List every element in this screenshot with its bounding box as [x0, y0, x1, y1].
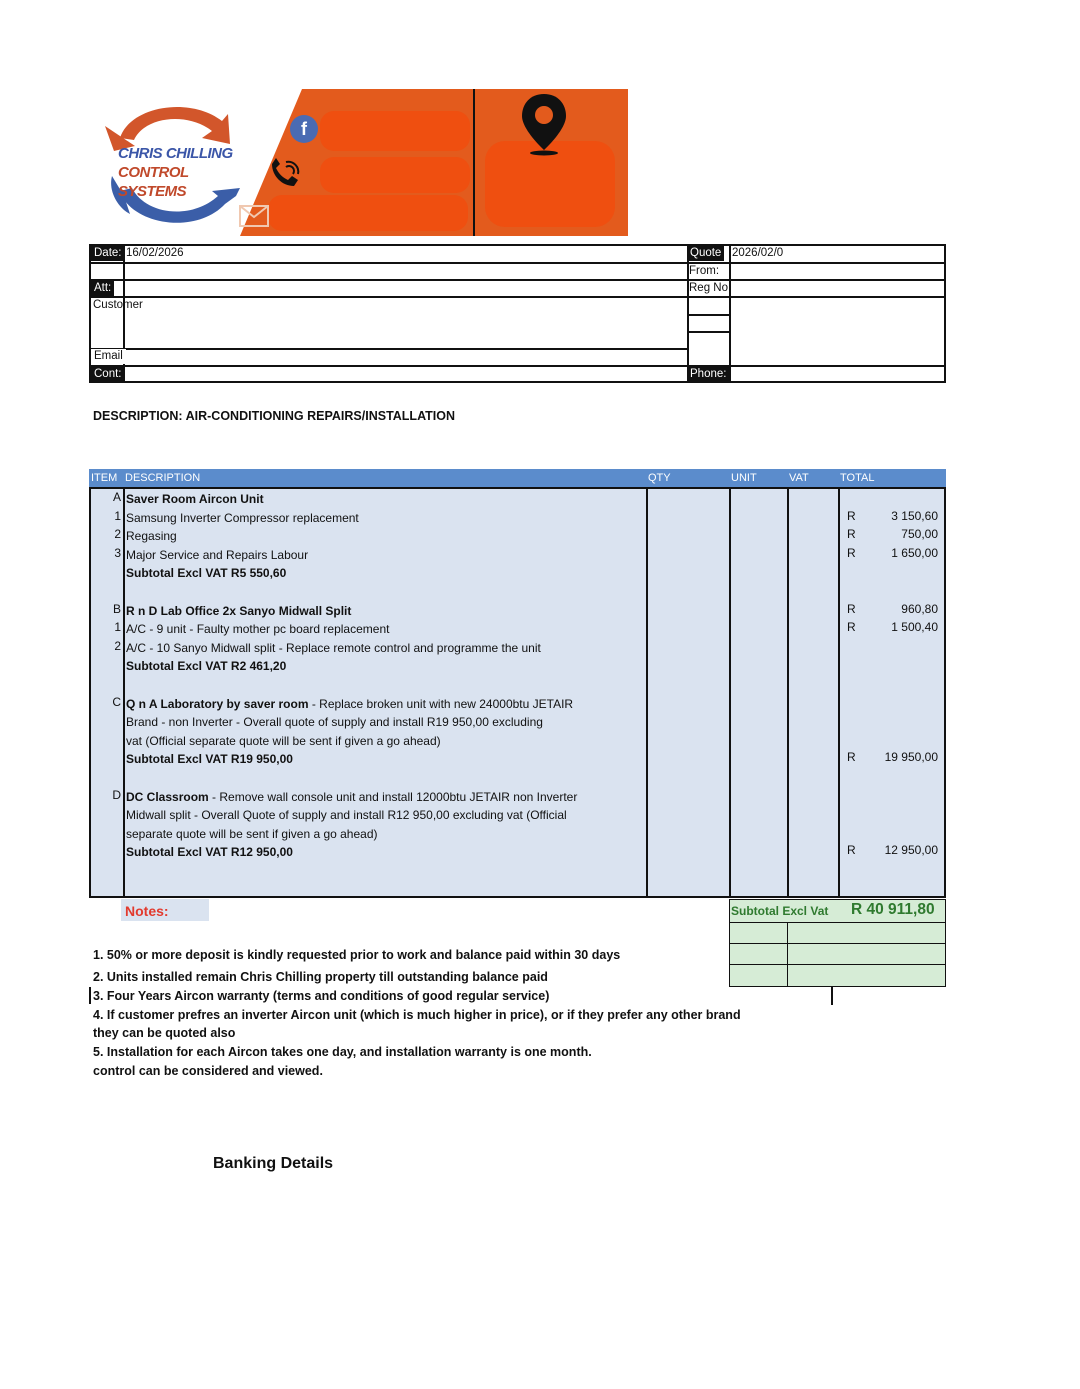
row-text: - Remove wall console unit and install 12000btu JETAIR non Inverter — [208, 789, 578, 804]
divider — [89, 987, 91, 1004]
phone-icon — [268, 158, 302, 193]
logo-text — [118, 144, 240, 201]
note-4-cont: they can be quoted also — [93, 1026, 236, 1040]
date-label: Date: — [91, 246, 125, 261]
row-amount: 19 950,00 — [884, 750, 938, 765]
row-title: Q n A Laboratory by saver room — [126, 696, 309, 711]
row-title: DC Classroom — [126, 789, 209, 804]
row-text: Midwall split - Overall Quote of supply and install R12 950,00 excluding vat (Official — [126, 808, 567, 823]
row-amount: 960,80 — [901, 601, 938, 616]
date-value: 16/02/2026 — [126, 247, 184, 259]
currency-symbol: R — [847, 601, 856, 616]
table-row — [126, 750, 610, 769]
item-code: 1 — [114, 620, 121, 635]
email-envelope-icon — [238, 200, 270, 233]
item-code: 1 — [114, 508, 121, 523]
col-item: ITEM — [91, 472, 118, 484]
currency-symbol: R — [847, 843, 856, 858]
table-row — [126, 713, 610, 732]
row-amount: 1 500,40 — [891, 620, 938, 635]
currency-symbol: R — [847, 750, 856, 765]
item-code: C — [112, 694, 121, 709]
row-text: Samsung Inverter Compressor replacement — [126, 510, 359, 525]
row-text: separate quote will be sent if given a go ahead) — [126, 826, 378, 841]
col-qty: QTY — [648, 472, 671, 484]
row-title: R n D Lab Office 2x Sanyo Midwall Split — [126, 603, 352, 618]
quote-info-box — [89, 244, 946, 383]
row-title: Subtotal Excl VAT R19 950,00 — [126, 752, 293, 767]
row-text: Major Service and Repairs Labour — [126, 547, 309, 562]
row-title: Subtotal Excl VAT R12 950,00 — [126, 845, 293, 860]
item-code: A — [112, 490, 121, 504]
logo-line-1: CHRIS CHILLING — [118, 145, 233, 162]
row-text: A/C - 10 Sanyo Midwall split - Replace remote control and programme the unit — [126, 640, 541, 655]
items-table — [89, 487, 946, 898]
phone-label: Phone: — [687, 367, 729, 382]
table-row — [126, 806, 610, 825]
company-logo — [100, 96, 240, 231]
table-row — [126, 695, 610, 714]
item-code: 2 — [114, 638, 121, 653]
email-label: Email — [91, 349, 126, 364]
col-unit: UNIT — [731, 472, 757, 484]
customer-label: Customer — [93, 299, 143, 311]
currency-symbol: R — [847, 545, 856, 560]
table-header — [89, 469, 946, 487]
item-code: D — [112, 787, 121, 802]
row-title: Subtotal Excl VAT R5 550,60 — [126, 566, 287, 581]
table-row — [126, 564, 610, 583]
table-row — [126, 602, 610, 621]
table-row — [126, 657, 610, 676]
row-amount: 12 950,00 — [884, 843, 938, 858]
table-row — [126, 732, 610, 751]
row-amount: 3 150,60 — [891, 508, 938, 523]
note-2: 2. Units installed remain Chris Chilling property till outstanding balance paid — [93, 970, 548, 984]
row-text: Brand - non Inverter - Overall quote of supply and install R19 950,00 excluding — [126, 715, 543, 730]
notes-label: Notes: — [125, 903, 169, 919]
note-4: 4. If customer prefres an inverter Aircon unit (which is much higher in price), or if they prefer any other brand — [93, 1008, 741, 1022]
row-title: Saver Room Aircon Unit — [126, 492, 264, 506]
att-label: Att: — [91, 281, 114, 296]
table-row — [126, 546, 610, 565]
cont-label: Cont: — [91, 367, 125, 382]
quote-label: Quote — [687, 246, 724, 261]
currency-symbol: R — [847, 620, 856, 635]
logo-line-2: CONTROL SYSTEMS — [118, 164, 189, 200]
item-code: 2 — [114, 527, 121, 542]
note-3: 3. Four Years Aircon warranty (terms and conditions of good regular service) — [93, 989, 550, 1003]
row-title: Subtotal Excl VAT R2 461,20 — [126, 659, 287, 674]
item-code: 3 — [114, 545, 121, 560]
from-label: From: — [689, 265, 720, 277]
banking-details-title: Banking Details — [213, 1155, 334, 1172]
subtotal-value: R 40 911,80 — [851, 901, 935, 918]
row-text: A/C - 9 unit - Faulty mother pc board replacement — [126, 622, 390, 637]
row-amount: 750,00 — [901, 527, 938, 542]
note-5: 5. Installation for each Aircon takes one day, and installation warranty is one month. — [93, 1045, 592, 1059]
col-total: TOTAL — [840, 472, 875, 484]
note-6: control can be considered and viewed. — [93, 1064, 323, 1078]
quote-value: 2026/02/0 — [732, 247, 784, 259]
note-1: 1. 50% or more deposit is kindly requested prior to work and balance paid within 30 days — [93, 948, 621, 962]
table-row — [126, 527, 610, 546]
description-title: DESCRIPTION: AIR-CONDITIONING REPAIRS/INSTALLATION — [93, 409, 456, 423]
regno-label: Reg No: — [689, 282, 732, 294]
item-code: B — [112, 601, 121, 616]
facebook-icon[interactable]: f — [290, 115, 318, 143]
location-pin-icon — [518, 92, 570, 161]
currency-symbol: R — [847, 508, 856, 523]
table-row — [126, 825, 610, 844]
row-text: Regasing — [126, 529, 177, 544]
subtotal-label: Subtotal Excl Vat — [731, 904, 829, 918]
divider — [831, 987, 833, 1005]
row-text: - Replace broken unit with new 24000btu JETAIR — [308, 696, 574, 711]
table-row — [126, 639, 610, 658]
table-row — [126, 788, 610, 807]
currency-symbol: R — [847, 527, 856, 542]
col-vat: VAT — [789, 472, 809, 484]
table-row — [126, 843, 610, 862]
col-description: DESCRIPTION — [125, 472, 201, 484]
row-text: vat (Official separate quote will be sent if given a go ahead) — [126, 733, 441, 748]
row-amount: 1 650,00 — [891, 545, 938, 560]
table-row — [126, 490, 610, 509]
table-row — [126, 509, 610, 528]
table-row — [126, 620, 610, 639]
